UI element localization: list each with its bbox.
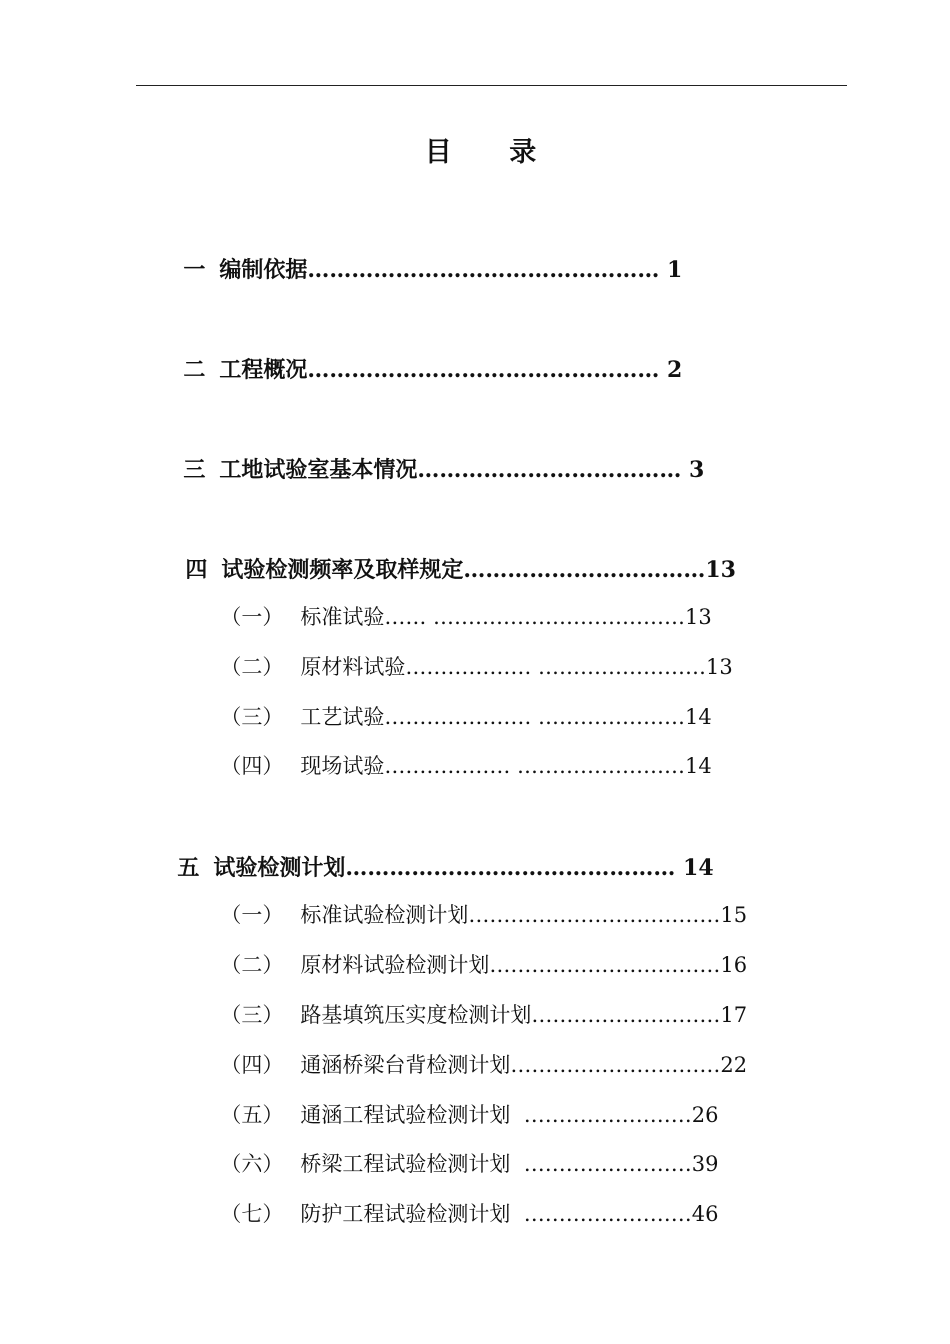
subsection-number: （二） [220,655,284,679]
section-number: 二 [183,357,206,383]
subsection-number: （六） [220,1152,284,1176]
page-number: 13 [685,605,712,629]
subsection-label: 工艺试验 [300,705,385,729]
section-number: 五 [177,855,200,881]
section-label: 编制依据 [219,257,308,283]
toc-subentry-4-4[interactable] [207,735,712,777]
page-number: 1 [659,257,683,283]
section-label: 试验检测计划 [213,855,346,881]
page-number: 14 [685,705,712,729]
leader-dots: ……………………………… [417,457,682,483]
page-number: 15 [720,903,748,927]
subsection-number: （四） [220,1053,284,1077]
toc-subentry-5-5[interactable] [207,1084,718,1126]
subsection-label: 原材料试验检测计划 [300,953,490,977]
toc-entry-1[interactable] [168,237,682,281]
toc-subentry-5-7[interactable] [207,1183,718,1225]
leader-dots: ……………………… [531,1003,721,1027]
leader-dots: ………………………… [510,1053,721,1077]
subsection-number: （七） [220,1202,284,1226]
header-rule [136,85,847,86]
toc-subentry-5-1[interactable] [207,884,747,926]
section-number: 三 [183,457,206,483]
page-number: 26 [691,1103,719,1127]
toc-subentry-4-2[interactable] [207,636,733,678]
section-number: 一 [183,257,206,283]
toc-entry-5[interactable] [162,835,714,879]
subsection-label: 原材料试验 [300,655,406,679]
subsection-number: （二） [220,953,284,977]
section-number: 四 [185,557,208,583]
subsection-number: （三） [220,1003,284,1027]
page-number: 14 [683,855,714,881]
toc-subentry-5-2[interactable] [207,934,747,976]
subsection-number: （五） [220,1103,284,1127]
subsection-number: （四） [220,754,284,778]
toc-subentry-5-3[interactable] [207,984,747,1026]
subsection-label: 桥梁工程试验检测计划 [300,1152,511,1176]
subsection-label: 标准试验 [300,605,385,629]
toc-subentry-5-6[interactable] [207,1133,718,1175]
toc-subentry-5-4[interactable] [207,1034,747,1076]
toc-subentry-4-3[interactable] [207,686,712,728]
subsection-label: 路基填筑压实度检测计划 [300,1003,532,1027]
leader-dots: ……………………………… [468,903,721,927]
leader-dots: …………………………… [463,557,706,583]
page-number: 3 [681,457,705,483]
leader-dots: …………………………… [489,953,721,977]
toc-title: 目 录 [424,137,561,168]
leader-dots: …………………… [510,1202,692,1226]
page-number: 46 [691,1202,719,1226]
subsection-label: 通涵桥梁台背检测计划 [300,1053,511,1077]
toc-entry-2[interactable] [168,337,682,381]
subsection-label: 防护工程试验检测计划 [300,1202,511,1226]
page-number: 2 [659,357,683,383]
leader-dots: ……………… …………………… [384,754,686,778]
page-number: 39 [691,1152,719,1176]
subsection-number: （三） [220,705,284,729]
page-number: 13 [706,655,733,679]
leader-dots: ………………… ………………… [384,705,686,729]
leader-dots: ……………………………………… [345,855,684,881]
leader-dots: ……………… …………………… [405,655,707,679]
subsection-label: 通涵工程试验检测计划 [300,1103,511,1127]
page-number: 16 [720,953,748,977]
page-number: 14 [685,754,712,778]
subsection-number: （一） [220,605,284,629]
leader-dots: ………………………………………… [307,357,660,383]
subsection-label: 现场试验 [300,754,385,778]
leader-dots: …… ……………………………… [384,605,686,629]
section-label: 试验检测频率及取样规定 [221,557,464,583]
subsection-number: （一） [220,903,284,927]
toc-subentry-4-1[interactable] [207,586,712,628]
page-number: 22 [720,1053,748,1077]
subsection-label: 标准试验检测计划 [300,903,469,927]
section-label: 工地试验室基本情况 [219,457,418,483]
toc-entry-4[interactable] [170,537,736,581]
page-number: 17 [720,1003,748,1027]
leader-dots: …………………… [510,1152,692,1176]
leader-dots: …………………… [510,1103,692,1127]
page-number: 13 [705,557,736,583]
toc-entry-3[interactable] [168,437,704,481]
leader-dots: ………………………………………… [307,257,660,283]
section-label: 工程概况 [219,357,308,383]
